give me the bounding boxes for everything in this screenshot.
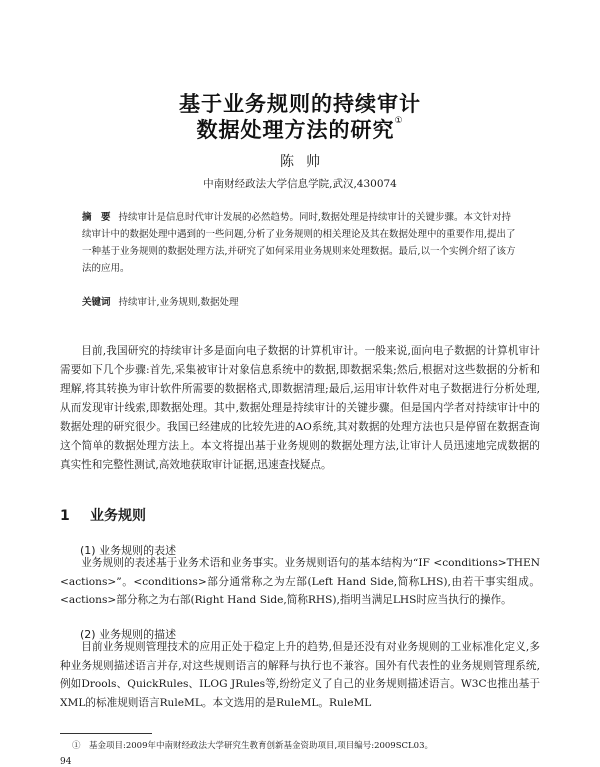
subsection-2-paragraph: 目前业务规则管理技术的应用正处于稳定上升的趋势,但是还没有对业务规则的工业标准化定义,多种业务规则描述语言并存,对这些规则语言的解释与执行也不兼容。国外有代表性的业务规则管理系统,例如Drools、QuickRules、ILOG JRules等,纷纷定义了自己的业务规则描述语言。W3C也推出基于XML的标准规则语言RuleML。本文选用的是RuleML。RuleML <box>60 641 540 709</box>
abstract-text: 持续审计是信息时代审计发展的必然趋势。同时,数据处理是持续审计的关键步骤。本文针对持续审计中的数据处理中遇到的一些问题,分析了业务规则的相关理论及其在数据处理中的重要作用,提出了一种基于业务规则的数据处理方法,并研究了如何采用业务规则来处理数据。最后,以一个实例介绍了该方法的应用。 <box>82 212 516 274</box>
section-number: 1 <box>60 508 70 524</box>
section-heading <box>60 505 146 525</box>
subsection-1-paragraph: 业务规则的表述基于业务术语和业务事实。业务规则语句的基本结构为“IF <conditions>THEN <actions>”。<conditions>部分通常称之为左部(Left Hand Side,简称LHS),由若干事实组成。<actions>部分称之为右部(Right Hand Side,简称RHS),指明当满足LHS时应当执行的操作。 <box>60 557 540 606</box>
paper-title-line2 <box>0 114 600 144</box>
page-number: 94 <box>60 757 72 767</box>
title-line2-text: 数据处理方法的研究 <box>196 118 395 142</box>
keywords <box>82 294 518 308</box>
section-title: 业务规则 <box>90 508 146 524</box>
keywords-text: 持续审计,业务规则,数据处理 <box>118 297 239 308</box>
footnote: ① 基金项目:2009年中南财经政法大学研究生教育创新基金资助项目,项目编号:2009SCL03。 <box>72 741 433 751</box>
subsection-heading-1: (1) 业务规则的表述 <box>80 544 177 557</box>
keywords-label: 关键词 <box>82 297 111 308</box>
title-footnote-mark[interactable]: ① <box>394 116 404 126</box>
footnote-divider <box>60 733 152 734</box>
subsection-heading-2: (2) 业务规则的描述 <box>80 628 177 641</box>
author-name: 陈帅 <box>280 154 332 170</box>
intro-paragraph: 目前,我国研究的持续审计多是面向电子数据的计算机审计。一般来说,面向电子数据的计算机审计需要如下几个步骤:首先,采集被审计对象信息系统中的数据,即数据采集;然后,根据对这些数据的分析和理解,将其转换为审计软件所需要的数据格式,即数据清理;最后,运用审计软件对电子数据进行分析处理,从而发现审计线索,即数据处理。其中,数据处理是持续审计的关键步骤。但是国内学者对持续审计中的数据处理的研究很少。我国已经建成的比较先进的AO系统,其对数据的处理方法也只是停留在数据查询这个简单的数据处理方法上。本文将提出基于业务规则的数据处理方法,让审计人员迅速地完成数据的真实性和完整性测试,高效地获取审计证据,迅速查找疑点。 <box>60 345 540 471</box>
abstract <box>82 209 518 277</box>
title-line1-text: 基于业务规则的持续审计 <box>179 92 421 116</box>
abstract-label: 摘 要 <box>82 212 111 223</box>
author-affiliation: 中南财经政法大学信息学院,武汉,430074 <box>203 178 397 190</box>
